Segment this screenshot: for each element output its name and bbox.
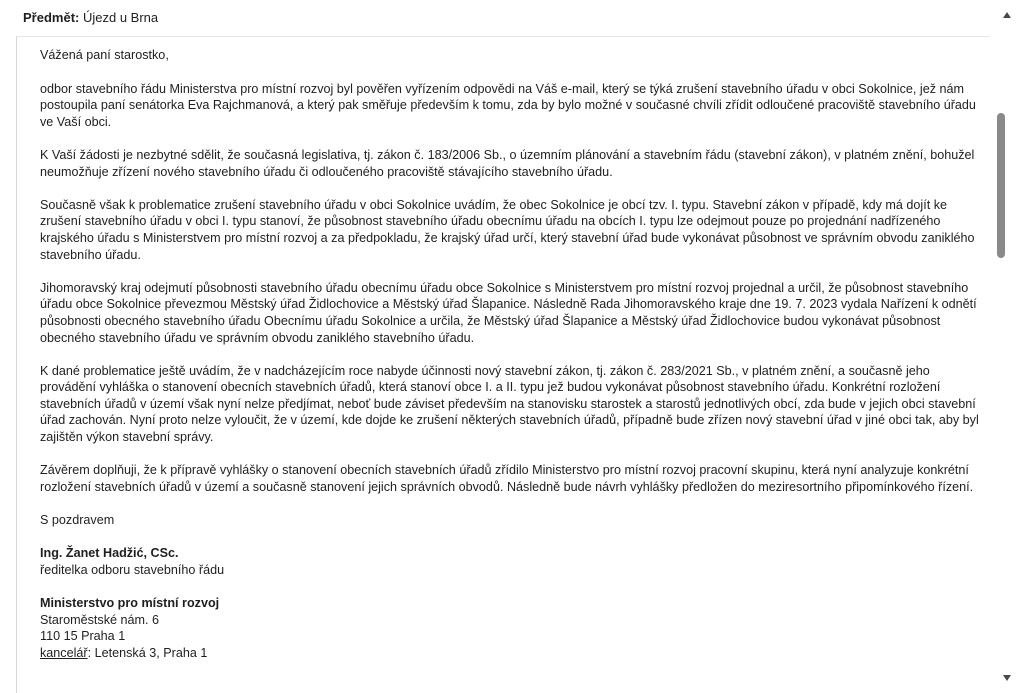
office-address	[40, 645, 980, 662]
subject-value: Újezd u Brna	[82, 10, 159, 25]
paragraph-4: Jihomoravský kraj odejmutí působnosti stavebního úřadu obecnímu úřadu obce Sokolnice s Ministerstvem pro místní rozvoj projednal a určil, že působnost stavebního úřadu obce Sokolnice převezmou Městský úřad Židlochovice a Městský úřad Šlapanice. Následně Rada Jihomoravského kraje dne 19. 7. 2023 vydala Nařízení k odnětí působnosti obecného stavebního úřadu Obecnímu úřadu Sokolnice a určila, že Městský úřad Šlapanice a Městský úřad Židlochovice budou vykonávat působnost obecného stavebního úřadu ve správním obvodu zaniklého stavebního úřadu.	[40, 280, 977, 345]
subject-label: Předmět:	[23, 10, 80, 25]
message-pane[interactable]	[16, 36, 990, 693]
office-label: kancelář	[40, 645, 88, 660]
address-city: 110 15 Praha 1	[40, 629, 126, 644]
greeting: Vážená paní starostko,	[40, 48, 169, 62]
signature-title: ředitelka odboru stavebního řádu	[40, 562, 225, 577]
paragraph-2: K Vaší žádosti je nezbytné sdělit, že současná legislativa, tj. zákon č. 183/2006 Sb., o územním plánování a stavebním řádu (stavební zákon), v platném znění, bohužel neumožňuje zřízení nového stavebního úřadu či odloučeného pracoviště stávajícího stavebního úřadu.	[40, 147, 975, 179]
closing: S pozdravem	[40, 513, 115, 528]
organization-block	[40, 595, 980, 661]
organization-name: Ministerstvo pro místní rozvoj	[40, 596, 220, 610]
vertical-scrollbar[interactable]	[990, 0, 1024, 693]
scroll-up-button[interactable]	[990, 0, 1024, 30]
office-value: : Letenská 3, Praha 1	[87, 645, 208, 660]
paragraph-3: Současně však k problematice zrušení stavebního úřadu v obci Sokolnice uvádím, že obec Sokolnice je obcí tzv. I. typu. Stavební zákon v případě, kdy má dojít ke zrušení stavebního úřadu v obci I. typu stanoví, že působnost stavebního úřadu obecnímu úřadu na obcích I. typu lze odejmout pouze po projednání nadřízeného krajského úřadu s Ministerstvem pro místní rozvoj a za předpokladu, že krajský úřad určí, který stavební úřad bude vykonávat působnost ve správním obvodu zaniklého stavebního úřadu.	[40, 197, 975, 262]
address-street: Staroměstské nám. 6	[40, 612, 159, 627]
paragraph-6: Závěrem doplňuji, že k přípravě vyhlášky o stanovení obecních stavebních úřadů zřídilo Ministerstvo pro místní rozvoj pracovní skupinu, která nyní analyzuje konkrétní rozložení stavebních úřadů v území a současně stanovení jejich správních obvodů. Následně bude návrh vyhlášky předložen do meziresortního připomínkového řízení.	[40, 463, 974, 494]
arrow-up-icon	[1003, 12, 1011, 18]
message-body[interactable]	[40, 47, 980, 678]
subject-bar	[0, 0, 990, 36]
arrow-down-icon	[1003, 675, 1011, 681]
scroll-down-button[interactable]	[990, 663, 1024, 693]
paragraph-5: K dané problematice ještě uvádím, že v nadcházejícím roce nabyde účinnosti nový stavební zákon, tj. zákon č. 283/2021 Sb., v platném znění, a současně jeho provádění vyhláška o stanovení obecních stavebních úřadů, která stanoví obce I. a II. typu jež budou vykonávat působnost stavebního úřadu. Konkrétní rozložení stavebních úřadů v území však nyní nelze předjímat, neboť bude záviset především na stanovisku starostek a starostů jednotlivých obcí, zda bude v jejich obci stavební úřad zachován. Nyní proto nelze vyloučit, že v území, kde dojde ke zrušení některých stavebních úřadů, případně bude zřízen nový stavební úřad v jiné obci tak, aby byl zajištěn výkon stavební správy.	[40, 363, 979, 445]
signature-block	[40, 545, 980, 578]
paragraph-1: odbor stavebního řádu Ministerstva pro místní rozvoj byl pověřen vyřízením odpovědi na Váš e-mail, který se týká zrušení stavebního úřadu v obci Sokolnice, jež nám postoupila paní senátorka Eva Rajchmanová, a který pak směřuje především k tomu, zda by bylo možné v současné chvíli zřídit odloučené pracoviště stavebního úřadu ve Vaší obci.	[40, 81, 976, 129]
scrollbar-thumb[interactable]	[997, 113, 1005, 258]
signature-name: Ing. Žanet Hadžić, CSc.	[40, 546, 179, 561]
